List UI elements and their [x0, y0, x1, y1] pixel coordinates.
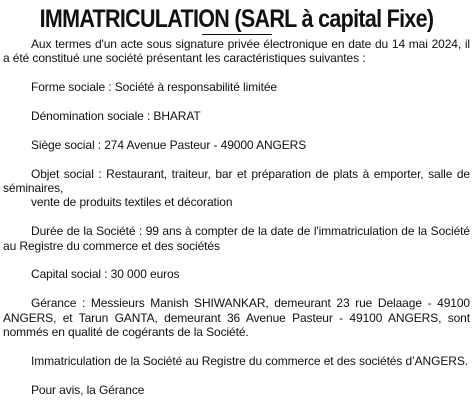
gerance: Gérance : Messieurs Manish SHIWANKAR, demeurant 23 rue Delaage - 49100 ANGERS, et Tarun GANTA, demeurant 36 Avenue Pasteur - 49100 ANGERS, sont nommés en qualité de cogérants de la Société.: [3, 296, 470, 340]
notice-body: [3, 37, 470, 397]
intro-paragraph: Aux termes d'un acte sous signature privée électronique en date du 14 mai 2024, il a été constitué une société présentant les caractéristiques suivantes :: [3, 37, 470, 66]
forme-sociale: Forme sociale : Société à responsabilité limitée: [31, 80, 277, 95]
title-underline: [202, 34, 272, 35]
duree-societe: Durée de la Société : 99 ans à compter de la date de l'immatriculation de la Société au Registre du commerce et des sociétés: [3, 224, 470, 253]
denomination-sociale: Dénomination sociale : BHARAT: [31, 109, 201, 123]
siege-social: Siège social : 274 Avenue Pasteur - 49000 ANGERS: [31, 137, 307, 152]
immatriculation-rcs: Immatriculation de la Société au Registre du commerce et des sociétés d’ANGERS.: [31, 353, 468, 368]
signature-line: Pour avis, la Gérance: [31, 382, 145, 397]
objet-social-continued: vente de produits textiles et décoration: [31, 195, 233, 210]
capital-social: Capital social : 30 000 euros: [31, 267, 180, 282]
objet-social: Objet social : Restaurant, traiteur, bar et préparation de plats à emporter, salle de séminaires, vente de produits textiles et décoration: [3, 166, 470, 210]
notice-title: IMMATRICULATION (SARL à capital Fixe): [39, 5, 434, 33]
